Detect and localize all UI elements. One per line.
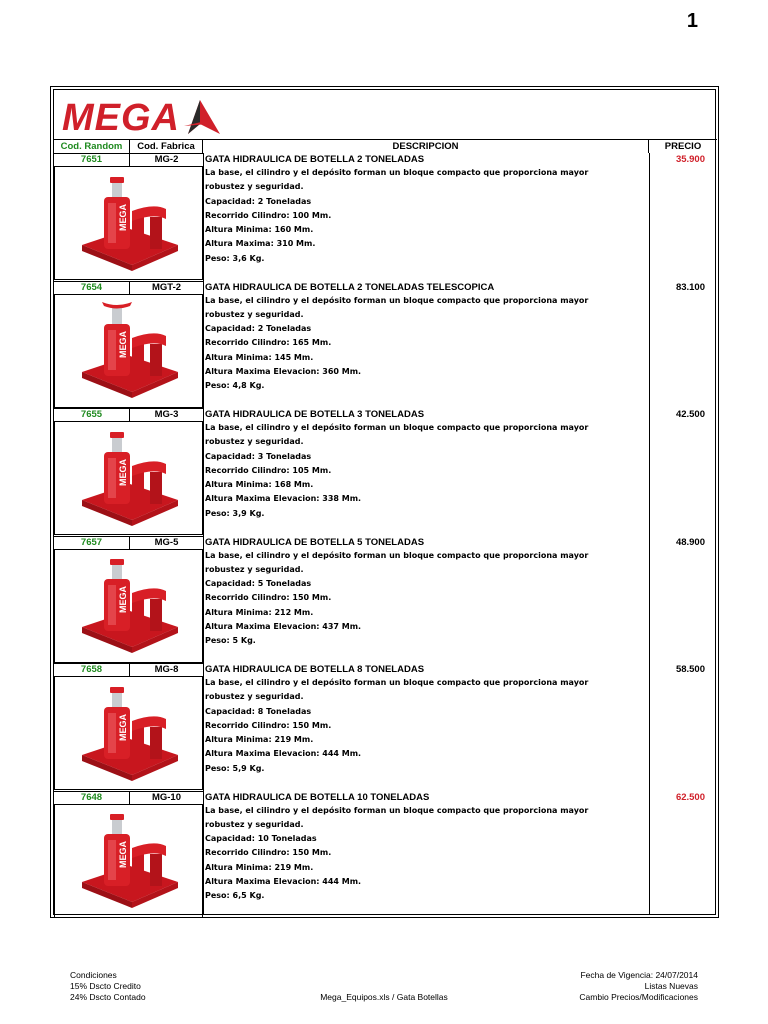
product-spec-line: robustez y seguridad. [205, 819, 304, 829]
product-spec-line: Altura Minima: 219 Mm. [205, 735, 314, 745]
product-image [54, 167, 203, 280]
product-image [54, 295, 203, 408]
footer-changes: Cambio Precios/Modificaciones [579, 992, 698, 1002]
product-title: GATA HIDRAULICA DE BOTELLA 5 TONELADAS [205, 536, 425, 548]
svg-text:MEGA: MEGA [117, 586, 128, 613]
product-spec-line: Capacidad: 2 Toneladas [205, 196, 312, 206]
product-description [205, 282, 645, 394]
svg-text:MEGA: MEGA [117, 841, 128, 868]
cod-fabrica-value: MG-10 [130, 791, 203, 805]
footer-cash-discount: 24% Dscto Contado [70, 992, 146, 1002]
svg-text:MEGA: MEGA [117, 458, 128, 486]
cod-fabrica-value: MG-5 [130, 536, 203, 550]
product-spec-line: robustez y seguridad. [205, 564, 304, 574]
product-price: 58.500 [675, 664, 705, 675]
product-spec-line: robustez y seguridad. [205, 182, 304, 192]
product-spec-line: Recorrido Cilindro: 165 Mm. [205, 338, 332, 348]
svg-text:MEGA: MEGA [117, 331, 128, 358]
product-spec-line: La base, el cilindro y el depósito forman un bloque compacto que proporciona mayor [205, 550, 589, 560]
product-row [54, 153, 717, 280]
cod-fabrica-value: MG-8 [130, 663, 203, 677]
cod-random-value: 7655 [54, 408, 130, 422]
product-spec-line: robustez y seguridad. [205, 692, 304, 702]
product-image [54, 422, 203, 535]
product-spec-line: Altura Minima: 168 Mm. [205, 480, 314, 490]
product-spec-line: Capacidad: 2 Toneladas [205, 324, 312, 334]
product-spec-line: Altura Maxima: 310 Mm. [205, 239, 316, 249]
footer-conditions-title: Condiciones [70, 970, 117, 980]
cod-fabrica-value: MGT-2 [130, 281, 203, 295]
mega-logo [62, 96, 222, 140]
price-list-frame [50, 86, 719, 918]
product-spec-line: Peso: 3,9 Kg. [205, 508, 265, 518]
product-description [205, 537, 645, 649]
product-spec-line: Altura Minima: 145 Mm. [205, 352, 314, 362]
cod-fabrica-value: MG-3 [130, 408, 203, 422]
product-row [54, 663, 717, 790]
footer-credit-discount: 15% Dscto Credito [70, 981, 141, 991]
cod-fabrica-value: MG-2 [130, 153, 203, 167]
product-spec-line: Altura Maxima Elevacion: 360 Mm. [205, 366, 362, 376]
product-spec-line: Recorrido Cilindro: 105 Mm. [205, 465, 332, 475]
product-spec-line: Altura Minima: 219 Mm. [205, 862, 314, 872]
product-spec-line: Recorrido Cilindro: 150 Mm. [205, 593, 332, 603]
product-description [205, 409, 645, 521]
product-title: GATA HIDRAULICA DE BOTELLA 3 TONELADAS [205, 409, 425, 420]
cod-random-value: 7651 [54, 153, 130, 167]
product-row [54, 536, 717, 663]
product-spec-line: Capacidad: 3 Toneladas [205, 451, 312, 461]
footer-filename: Mega_Equipos.xls / Gata Botellas [320, 992, 448, 1002]
footer-new-lists: Listas Nuevas [644, 981, 698, 991]
bottle-jack-icon [74, 677, 184, 790]
product-title: GATA HIDRAULICA DE BOTELLA 2 TONELADAS TELESCOPICA [205, 281, 495, 293]
product-title: GATA HIDRAULICA DE BOTELLA 2 TONELADAS [205, 154, 425, 165]
product-spec-line: Peso: 5 Kg. [205, 636, 256, 646]
product-spec-line: Recorrido Cilindro: 150 Mm. [205, 848, 332, 858]
page-number: 1 [686, 10, 698, 32]
product-spec-line: Peso: 6,5 Kg. [205, 891, 265, 901]
product-spec-line: Altura Minima: 212 Mm. [205, 607, 314, 617]
product-title: GATA HIDRAULICA DE BOTELLA 8 TONELADAS [205, 664, 425, 675]
product-price: 62.500 [675, 791, 705, 803]
bottle-jack-icon [74, 294, 184, 407]
product-price: 48.900 [675, 536, 705, 548]
product-spec-line: La base, el cilindro y el depósito forman un bloque compacto que proporciona mayor [205, 805, 589, 815]
product-spec-line: Recorrido Cilindro: 150 Mm. [205, 720, 332, 730]
product-spec-line: Capacidad: 5 Toneladas [205, 579, 312, 589]
footer-valid-date: Fecha de Vigencia: 24/07/2014 [580, 970, 698, 980]
product-price: 35.900 [675, 154, 705, 165]
price-list-table [53, 89, 716, 915]
product-spec-line: robustez y seguridad. [205, 309, 304, 319]
product-spec-line: La base, el cilindro y el depósito forman un bloque compacto que proporciona mayor [205, 295, 589, 305]
product-image [54, 550, 203, 663]
product-spec-line: Altura Minima: 160 Mm. [205, 225, 314, 235]
bottle-jack-icon [74, 422, 184, 535]
svg-text:MEGA: MEGA [117, 713, 128, 741]
product-spec-line: Peso: 3,6 Kg. [205, 253, 265, 263]
product-spec-line: Altura Maxima Elevacion: 338 Mm. [205, 494, 362, 504]
product-spec-line: Capacidad: 10 Toneladas [205, 834, 317, 844]
cod-random-value: 7654 [54, 281, 130, 295]
product-spec-line: Peso: 4,8 Kg. [205, 381, 265, 391]
product-spec-line: Capacidad: 8 Toneladas [205, 706, 312, 716]
cod-random-value: 7648 [54, 791, 130, 805]
product-spec-line: La base, el cilindro y el depósito forman un bloque compacto que proporciona mayor [205, 423, 589, 432]
brand-name: MEGA [62, 96, 180, 139]
product-spec-line: Recorrido Cilindro: 100 Mm. [205, 210, 332, 220]
product-spec-line: Altura Maxima Elevacion: 444 Mm. [205, 876, 362, 886]
cod-random-value: 7657 [54, 536, 130, 550]
product-row [54, 281, 717, 408]
product-image [54, 805, 203, 918]
bottle-jack-icon [74, 167, 184, 280]
product-spec-line: Altura Maxima Elevacion: 444 Mm. [205, 749, 362, 759]
product-title: GATA HIDRAULICA DE BOTELLA 10 TONELADAS [205, 791, 430, 803]
mega-arrow-logo-icon [180, 98, 222, 138]
product-description [205, 664, 645, 776]
product-description [205, 792, 645, 904]
header-cod-fabrica: Cod. Fabrica [130, 139, 203, 153]
product-row [54, 791, 717, 918]
bottle-jack-icon [74, 549, 184, 662]
product-spec-line: La base, el cilindro y el depósito forman un bloque compacto que proporciona mayor [205, 168, 589, 177]
product-spec-line: robustez y seguridad. [205, 437, 304, 447]
product-spec-line: La base, el cilindro y el depósito forman un bloque compacto que proporciona mayor [205, 678, 589, 687]
product-spec-line: Peso: 5,9 Kg. [205, 763, 265, 773]
footer-validity [579, 970, 698, 1003]
cod-random-value: 7658 [54, 663, 130, 677]
header-cod-random: Cod. Random [54, 139, 130, 153]
product-description [205, 154, 645, 266]
product-price: 83.100 [675, 281, 705, 293]
product-spec-line: Altura Maxima Elevacion: 437 Mm. [205, 621, 362, 631]
product-row [54, 408, 717, 535]
header-descripcion: DESCRIPCION [203, 139, 649, 153]
bottle-jack-icon [74, 804, 184, 917]
product-price: 42.500 [675, 409, 705, 420]
header-precio: PRECIO [649, 139, 717, 153]
svg-text:MEGA: MEGA [117, 203, 128, 231]
product-image [54, 677, 203, 790]
